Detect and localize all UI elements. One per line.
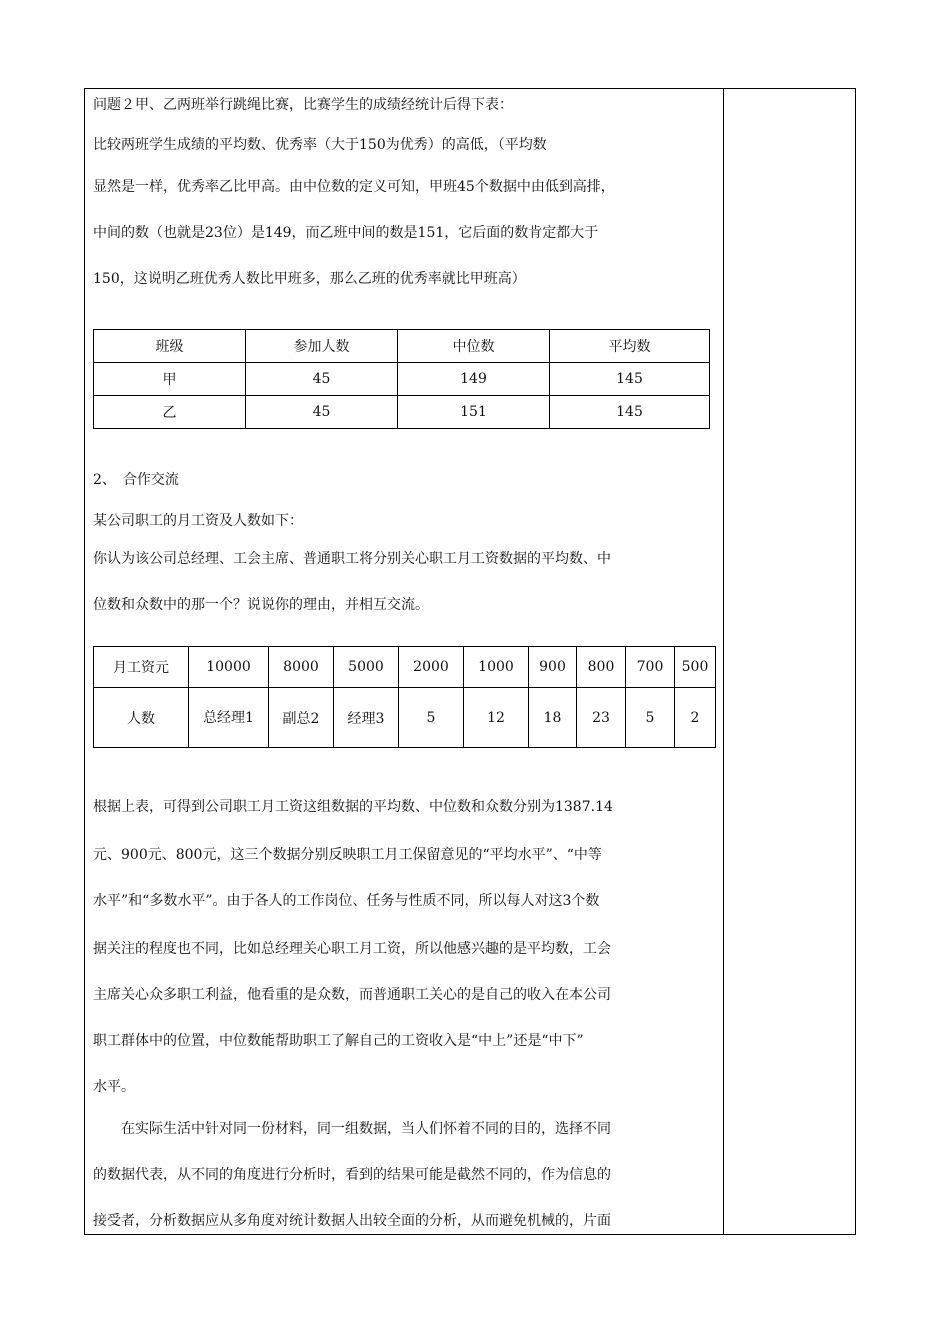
salary-question-2: 位数和众数中的那一个？说说你的理由，并相互交流。 <box>93 597 429 613</box>
table-cell: 甲 <box>94 363 246 396</box>
problem2-answer-3: 150，这说明乙班优秀人数比甲班多，那么乙班的优秀率就比甲班高） <box>93 271 526 287</box>
header-cell: 平均数 <box>550 330 710 363</box>
salary-cell: 800 <box>577 647 626 688</box>
salary-cell: 500 <box>675 647 716 688</box>
problem2-question: 比较两班学生成绩的平均数、优秀率（大于150为优秀）的高低，（平均数 <box>93 137 547 153</box>
count-cell: 5 <box>626 688 675 748</box>
analysis-line-1: 根据上表，可得到公司职工月工资这组数据的平均数、中位数和众数分别为1387.14 <box>93 799 613 815</box>
count-cell: 副总2 <box>269 688 334 748</box>
table-cell: 乙 <box>94 396 246 429</box>
salary-cell: 900 <box>529 647 577 688</box>
header-cell: 班级 <box>94 330 246 363</box>
analysis-line-5: 主席关心众多职工利益，他看重的是众数，而普通职工关心的是自己的收入在本公司 <box>93 987 611 1003</box>
header-cell: 参加人数 <box>246 330 398 363</box>
header-cell: 中位数 <box>398 330 550 363</box>
salary-cell: 1000 <box>464 647 529 688</box>
class-score-table <box>93 329 710 429</box>
salary-row <box>94 647 716 688</box>
section-heading: 2、 合作交流 <box>93 472 179 488</box>
salary-intro: 某公司职工的月工资及人数如下： <box>93 513 303 529</box>
table-cell: 45 <box>246 396 398 429</box>
page-frame <box>84 88 856 1235</box>
conclusion-line-1: 在实际生活中针对同一份材料，同一组数据，当人们怀着不同的目的，选择不同 <box>93 1121 611 1137</box>
salary-cell: 5000 <box>334 647 399 688</box>
analysis-line-4: 据关注的程度也不同，比如总经理关心职工月工资，所以他感兴趣的是平均数，工会 <box>93 941 611 957</box>
table-cell: 149 <box>398 363 550 396</box>
count-cell: 经理3 <box>334 688 399 748</box>
analysis-line-7: 水平。 <box>93 1079 135 1095</box>
column-divider <box>723 89 724 1234</box>
count-row <box>94 688 716 748</box>
analysis-line-3: 水平”和“多数水平”。由于各人的工作岗位、任务与性质不同，所以每人对这3个数 <box>93 893 600 909</box>
table-header-row <box>94 330 710 363</box>
analysis-line-2: 元、900元、800元，这三个数据分别反映职工月工保留意见的“平均水平”、“中等 <box>93 847 602 863</box>
count-cell: 18 <box>529 688 577 748</box>
count-cell: 人数 <box>94 688 189 748</box>
table-cell: 45 <box>246 363 398 396</box>
count-cell: 5 <box>399 688 464 748</box>
conclusion-line-3: 接受者，分析数据应从多角度对统计数据人出较全面的分析，从而避免机械的，片面 <box>93 1213 611 1229</box>
count-cell: 总经理1 <box>189 688 269 748</box>
salary-question-1: 你认为该公司总经理、工会主席、普通职工将分别关心职工月工资数据的平均数、中 <box>93 551 611 567</box>
salary-cell: 2000 <box>399 647 464 688</box>
problem2-answer-1: 显然是一样，优秀率乙比甲高。由中位数的定义可知，甲班45个数据中由低到高排， <box>93 179 615 195</box>
table-row <box>94 396 710 429</box>
conclusion-line-2: 的数据代表，从不同的角度进行分析时，看到的结果可能是截然不同的，作为信息的 <box>93 1167 611 1183</box>
salary-cell: 10000 <box>189 647 269 688</box>
table-cell: 145 <box>550 396 710 429</box>
table-row <box>94 363 710 396</box>
count-cell: 2 <box>675 688 716 748</box>
salary-cell: 月工资元 <box>94 647 189 688</box>
problem2-answer-2: 中间的数（也就是23位）是149，而乙班中间的数是151，它后面的数肯定都大于 <box>93 225 599 241</box>
salary-cell: 700 <box>626 647 675 688</box>
salary-table <box>93 646 716 748</box>
table-cell: 151 <box>398 396 550 429</box>
count-cell: 12 <box>464 688 529 748</box>
salary-cell: 8000 <box>269 647 334 688</box>
table-cell: 145 <box>550 363 710 396</box>
count-cell: 23 <box>577 688 626 748</box>
analysis-line-6: 职工群体中的位置，中位数能帮助职工了解自己的工资收入是“中上”还是“中下” <box>93 1033 584 1049</box>
problem2-text: 问题２甲、乙两班举行跳绳比赛，比赛学生的成绩经统计后得下表： <box>93 97 513 113</box>
